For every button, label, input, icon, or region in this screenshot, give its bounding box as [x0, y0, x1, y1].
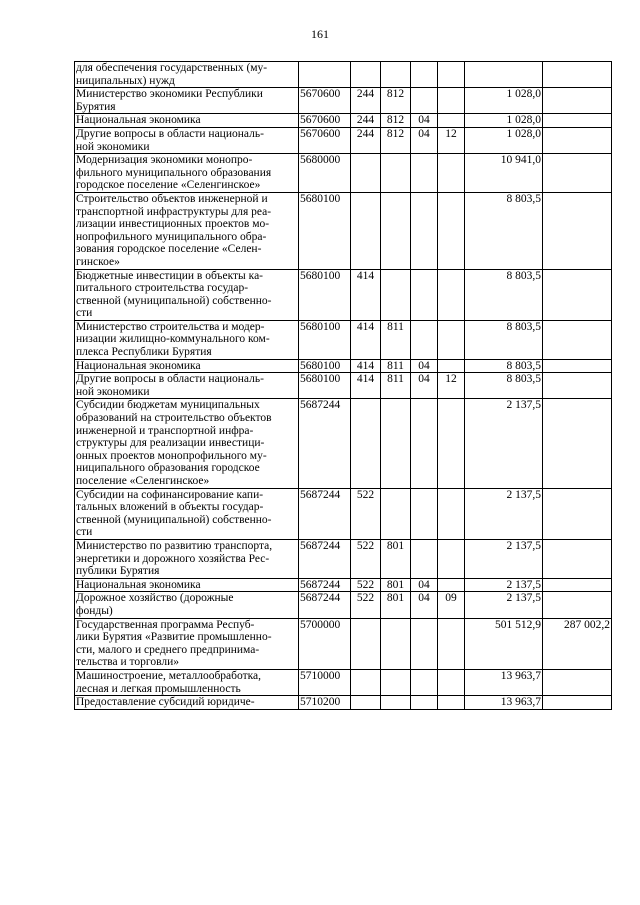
- amount-total: 2 137,5: [465, 592, 543, 618]
- subsection-code: [438, 269, 465, 320]
- ministry-code: [381, 154, 411, 193]
- target-code: 5687244: [299, 539, 351, 578]
- subsection-code: [438, 62, 465, 88]
- amount-extra: 287 002,2: [543, 618, 612, 669]
- ministry-code: [381, 62, 411, 88]
- expense-type: [351, 154, 381, 193]
- amount-total: 10 941,0: [465, 154, 543, 193]
- target-code: 5680100: [299, 269, 351, 320]
- subsection-code: [438, 578, 465, 592]
- subsection-code: [438, 539, 465, 578]
- section-code: [411, 62, 438, 88]
- row-name: Строительство объектов инженерной и транспортной инфраструктуры для реа- лизации инвестиционных проектов мо- нопрофильного муниципального обра- зования городское поселение «Селен- гинское»: [75, 192, 299, 269]
- subsection-code: [438, 320, 465, 359]
- amount-total: 1 028,0: [465, 88, 543, 114]
- amount-total: 2 137,5: [465, 399, 543, 488]
- expense-type: [351, 696, 381, 710]
- target-code: 5680100: [299, 320, 351, 359]
- amount-extra: [543, 320, 612, 359]
- target-code: 5687244: [299, 488, 351, 539]
- ministry-code: [381, 399, 411, 488]
- amount-extra: [543, 127, 612, 153]
- section-code: 04: [411, 578, 438, 592]
- amount-extra: [543, 269, 612, 320]
- expense-type: [351, 192, 381, 269]
- section-code: 04: [411, 373, 438, 399]
- expense-type: 522: [351, 578, 381, 592]
- row-name: Министерство экономики Республики Бурятия: [75, 88, 299, 114]
- amount-total: 8 803,5: [465, 373, 543, 399]
- row-name: Субсидии бюджетам муниципальных образований на строительство объектов инженерной и транспортной инфра- структуры для реализации инвестици- онных проектов монопрофильного му- ниципального образования городское поселение «Селенгинское»: [75, 399, 299, 488]
- subsection-code: [438, 696, 465, 710]
- amount-total: [465, 62, 543, 88]
- ministry-code: 812: [381, 127, 411, 153]
- ministry-code: [381, 269, 411, 320]
- section-code: [411, 399, 438, 488]
- amount-extra: [543, 114, 612, 128]
- table-row: [75, 539, 612, 578]
- target-code: 5687244: [299, 399, 351, 488]
- subsection-code: [438, 488, 465, 539]
- amount-total: 2 137,5: [465, 578, 543, 592]
- ministry-code: 801: [381, 578, 411, 592]
- amount-extra: [543, 154, 612, 193]
- ministry-code: 811: [381, 320, 411, 359]
- amount-total: 1 028,0: [465, 114, 543, 128]
- amount-total: 13 963,7: [465, 669, 543, 695]
- table-row: [75, 399, 612, 488]
- section-code: [411, 669, 438, 695]
- expense-type: [351, 62, 381, 88]
- amount-extra: [543, 592, 612, 618]
- table-row: [75, 618, 612, 669]
- row-name: Бюджетные инвестиции в объекты ка- питального строительства государ- ственной (муниципальной) собственно- сти: [75, 269, 299, 320]
- row-name: Другие вопросы в области националь- ной экономики: [75, 127, 299, 153]
- expense-type: 414: [351, 373, 381, 399]
- amount-extra: [543, 373, 612, 399]
- subsection-code: 09: [438, 592, 465, 618]
- ministry-code: [381, 669, 411, 695]
- section-code: 04: [411, 359, 438, 373]
- expense-type: 244: [351, 88, 381, 114]
- table-row: [75, 578, 612, 592]
- amount-total: 8 803,5: [465, 192, 543, 269]
- subsection-code: [438, 88, 465, 114]
- budget-table: [74, 61, 612, 710]
- target-code: 5710200: [299, 696, 351, 710]
- amount-extra: [543, 399, 612, 488]
- row-name: Другие вопросы в области националь- ной экономики: [75, 373, 299, 399]
- target-code: 5670600: [299, 114, 351, 128]
- target-code: 5680000: [299, 154, 351, 193]
- table-row: [75, 669, 612, 695]
- row-name: для обеспечения государственных (му- ниципальных) нужд: [75, 62, 299, 88]
- expense-type: 414: [351, 269, 381, 320]
- subsection-code: [438, 154, 465, 193]
- ministry-code: [381, 192, 411, 269]
- expense-type: 414: [351, 359, 381, 373]
- amount-total: 8 803,5: [465, 359, 543, 373]
- amount-extra: [543, 359, 612, 373]
- table-row: [75, 62, 612, 88]
- amount-total: 2 137,5: [465, 539, 543, 578]
- expense-type: 522: [351, 592, 381, 618]
- expense-type: [351, 399, 381, 488]
- subsection-code: [438, 192, 465, 269]
- amount-extra: [543, 62, 612, 88]
- table-row: [75, 114, 612, 128]
- subsection-code: [438, 114, 465, 128]
- target-code: 5687244: [299, 592, 351, 618]
- subsection-code: [438, 359, 465, 373]
- amount-total: 2 137,5: [465, 488, 543, 539]
- target-code: 5700000: [299, 618, 351, 669]
- amount-extra: [543, 192, 612, 269]
- target-code: 5670600: [299, 127, 351, 153]
- subsection-code: [438, 399, 465, 488]
- ministry-code: 801: [381, 539, 411, 578]
- table-row: [75, 154, 612, 193]
- row-name: Национальная экономика: [75, 578, 299, 592]
- table-row: [75, 88, 612, 114]
- row-name: Дорожное хозяйство (дорожные фонды): [75, 592, 299, 618]
- table-row: [75, 373, 612, 399]
- amount-extra: [543, 539, 612, 578]
- amount-extra: [543, 696, 612, 710]
- target-code: 5670600: [299, 88, 351, 114]
- target-code: 5680100: [299, 373, 351, 399]
- table-row: [75, 592, 612, 618]
- subsection-code: 12: [438, 127, 465, 153]
- amount-extra: [543, 578, 612, 592]
- section-code: [411, 488, 438, 539]
- subsection-code: [438, 618, 465, 669]
- expense-type: [351, 618, 381, 669]
- ministry-code: 811: [381, 373, 411, 399]
- target-code: 5680100: [299, 192, 351, 269]
- expense-type: 522: [351, 539, 381, 578]
- row-name: Машиностроение, металлообработка, лесная и легкая промышленность: [75, 669, 299, 695]
- expense-type: 522: [351, 488, 381, 539]
- row-name: Министерство по развитию транспорта, энергетики и дорожного хозяйства Рес- публики Бурятия: [75, 539, 299, 578]
- row-name: Национальная экономика: [75, 359, 299, 373]
- expense-type: 414: [351, 320, 381, 359]
- ministry-code: 812: [381, 88, 411, 114]
- amount-total: 13 963,7: [465, 696, 543, 710]
- ministry-code: [381, 696, 411, 710]
- ministry-code: [381, 618, 411, 669]
- section-code: [411, 618, 438, 669]
- section-code: 04: [411, 592, 438, 618]
- section-code: 04: [411, 114, 438, 128]
- row-name: Национальная экономика: [75, 114, 299, 128]
- target-code: 5710000: [299, 669, 351, 695]
- section-code: [411, 192, 438, 269]
- section-code: [411, 696, 438, 710]
- table-row: [75, 269, 612, 320]
- amount-total: 8 803,5: [465, 269, 543, 320]
- amount-total: 501 512,9: [465, 618, 543, 669]
- section-code: 04: [411, 127, 438, 153]
- amount-total: 1 028,0: [465, 127, 543, 153]
- expense-type: 244: [351, 114, 381, 128]
- amount-extra: [543, 88, 612, 114]
- target-code: [299, 62, 351, 88]
- amount-extra: [543, 488, 612, 539]
- section-code: [411, 269, 438, 320]
- amount-extra: [543, 669, 612, 695]
- ministry-code: 801: [381, 592, 411, 618]
- section-code: [411, 320, 438, 359]
- target-code: 5680100: [299, 359, 351, 373]
- row-name: Министерство строительства и модер- низации жилищно-коммунального ком- плекса Республики Бурятия: [75, 320, 299, 359]
- table-row: [75, 320, 612, 359]
- subsection-code: 12: [438, 373, 465, 399]
- expense-type: 244: [351, 127, 381, 153]
- row-name: Субсидии на софинансирование капи- тальных вложений в объекты государ- ственной (муниципальной) собственно- сти: [75, 488, 299, 539]
- ministry-code: 811: [381, 359, 411, 373]
- ministry-code: [381, 488, 411, 539]
- table-row: [75, 696, 612, 710]
- table-row: [75, 127, 612, 153]
- amount-total: 8 803,5: [465, 320, 543, 359]
- expense-type: [351, 669, 381, 695]
- section-code: [411, 154, 438, 193]
- subsection-code: [438, 669, 465, 695]
- section-code: [411, 88, 438, 114]
- table-row: [75, 359, 612, 373]
- page-number: 161: [311, 27, 329, 41]
- table-row: [75, 488, 612, 539]
- target-code: 5687244: [299, 578, 351, 592]
- ministry-code: 812: [381, 114, 411, 128]
- section-code: [411, 539, 438, 578]
- row-name: Государственная программа Респуб- лики Бурятия «Развитие промышленно- сти, малого и среднего предпринима- тельства и торговли»: [75, 618, 299, 669]
- row-name: Предоставление субсидий юридиче-: [75, 696, 299, 710]
- row-name: Модернизация экономики монопро- фильного муниципального образования городское поселение «Селенгинское»: [75, 154, 299, 193]
- table-row: [75, 192, 612, 269]
